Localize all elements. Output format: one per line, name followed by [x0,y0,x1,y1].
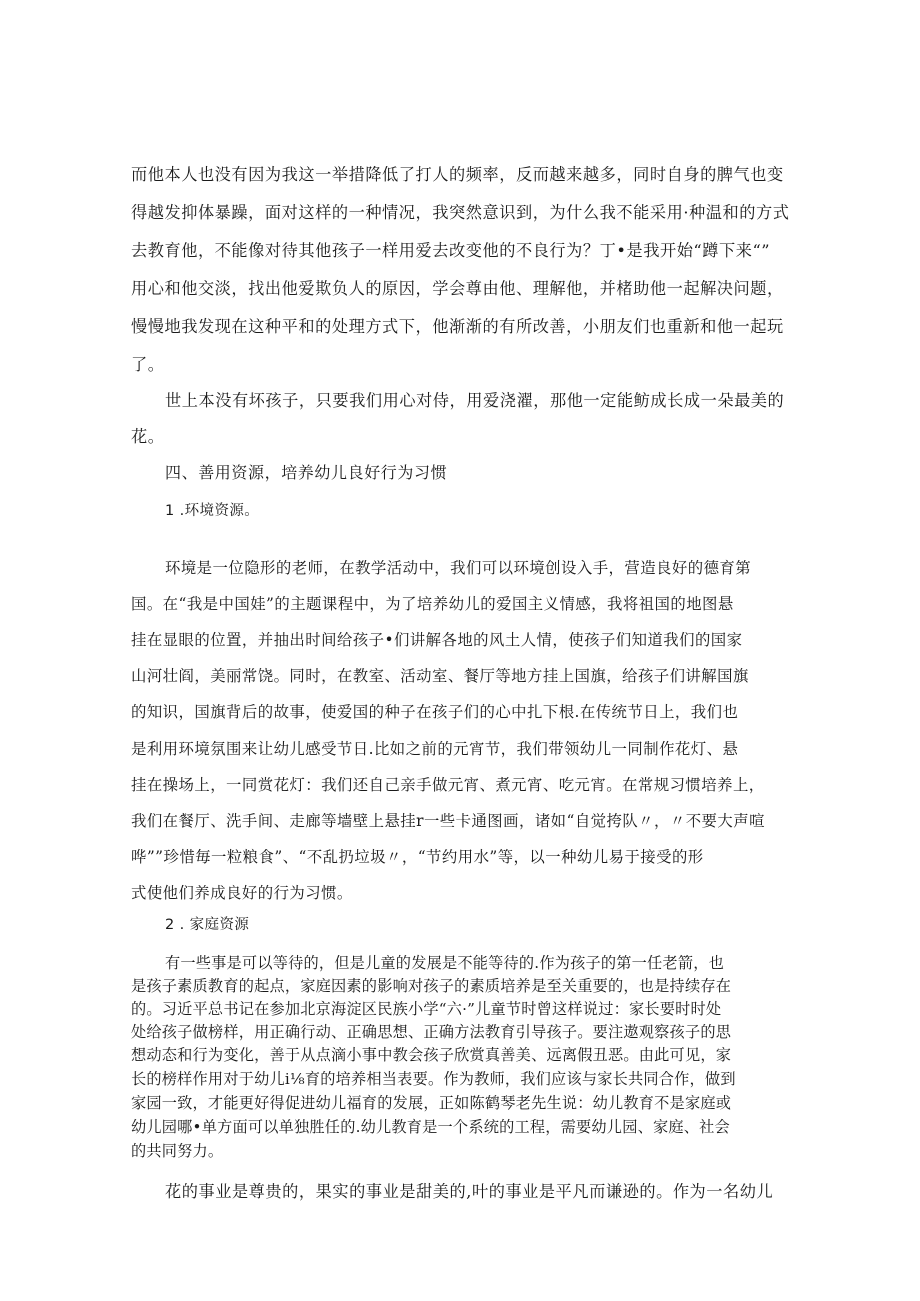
paragraph-line: 慢慢地我发现在这种平和的处理方式下，他渐渐的有所改善，小朋友们也重新和他一起玩 [131,317,784,336]
paragraph-line: 哗””珍惜毎一粒粮食”、“不乱扔垃圾〃，“节约用水”等，以一种幼儿易于接受的形 [131,848,704,866]
paragraph-line: 得越发抑体暴躁，面对这样的一种情况，我突然意识到，为什么我不能采用·种温和的方式 [131,203,790,222]
section-heading: 四、善用资源，培养幼儿良好行为习惯 [165,463,448,482]
paragraph-line: 的。习近平总书记在参加北京海淀区民族小学“六·”儿童节时曾这样说过：家长要时时处 [131,1000,722,1018]
paragraph-line: 我们在餐厅、洗手间、走廊等墙壁上悬挂r一些卡通图画，诸如“自觉挎队〃，〃不要大声喧 [131,812,765,830]
paragraph-line: 世上本没有坏孩子，只要我们用心对侍，用爱浇濯，那他一定能鲂成长成一朵最美的 [165,391,785,410]
paragraph-line: 是利用环境氛围来让幼儿感受节日.比如之前的元宵节，我们带领幼儿一同制作花灯、悬 [131,740,739,758]
paragraph-line: 有一些事是可以等待的，但是儿童的发展是不能等待的.作为孩子的第一任老箭，也 [165,954,724,972]
paragraph-line: 长的榜样作用对于幼儿i⅛育的培养相当表要。作为教师，我们应该与家长共同合作，做到 [131,1070,736,1088]
subsection-heading: 2 . 家庭资源 [165,917,250,933]
paragraph-line: 山河壮阎，美丽常饶。同时，在教室、活动室、餐厅等地方挂上国旗，给孩子们讲解国旗 [131,667,749,685]
paragraph-line: 是孩子素质教育的起点，家庭因素的影响对孩子的素质培养是至关重要的，也是持续存在 [131,977,732,995]
paragraph-line: 国。在“我是中国娃”的主题课程中，为了培养幼儿的爱国主义情感，我将祖国的地图悬 [131,595,734,613]
paragraph-line: 挂在操场上，一同赏花灯：我们还自己亲手做元宵、煮元宵、吃元宵。在常规习惯培养上， [131,776,765,794]
paragraph-line: 家园一致，才能更好得促进幼儿福育的发展，正如陈鹤琴老先生说：幼儿教育不是家庭或 [131,1094,732,1112]
paragraph-line: 挂在显眼的位置，并抽出时间给孩子•们讲解各地的风土人情，使孩子们知道我们的国家 [131,631,743,649]
paragraph-line: 式使他们养成良好的行为习惯。 [131,884,353,902]
paragraph-line: 想动态和行为变化，善于从点滴小事中教会孩子欣赏真善美、远离假丑恶。由此可见，家 [131,1046,732,1064]
paragraph-line: 花的事业是尊贵的，果实的事业是甜美的,叶的事业是平凡而谦逊的。作为一名幼儿 [165,1182,774,1201]
subsection-heading: 1 .环境资源。 [165,503,260,519]
paragraph-line: 处给孩子做榜样，用正确行动、正确思想、正确方法教育引导孩子。要注遨观察孩子的思 [131,1023,732,1041]
paragraph-line: 而他本人也没有因为我这一举措降低了打人的频率，反而越来越多，同时自身的脾气也变 [131,165,784,184]
paragraph-line: 环境是一位隐形的老师，在教学活动中，我们可以环境创设入手，营造良好的德育第 [165,559,752,577]
paragraph-line: 去教育他，不能像对待其他孩子一样用爱去改变他的不良行为？丁•是我开始“蹲下来“” [131,241,771,260]
paragraph-line: 了。 [131,355,165,374]
paragraph-line: 用心和他交淡，找出他爱欺负人的原因，学会尊由他、理解他，并楮助他一起解决问题， [131,279,784,298]
paragraph-line: 的知识，国旗背后的故事，使爱国的种子在孩子们的心中扎下根.在传统节日上，我们也 [131,703,739,721]
paragraph-line: 幼儿园哪•单方面可以单独胜任的.幼儿教育是一个系统的工程，需要幼儿园、家庭、社会 [131,1118,730,1136]
paragraph-line: 的共同努力。 [131,1142,224,1160]
paragraph-line: 花。 [131,427,165,446]
